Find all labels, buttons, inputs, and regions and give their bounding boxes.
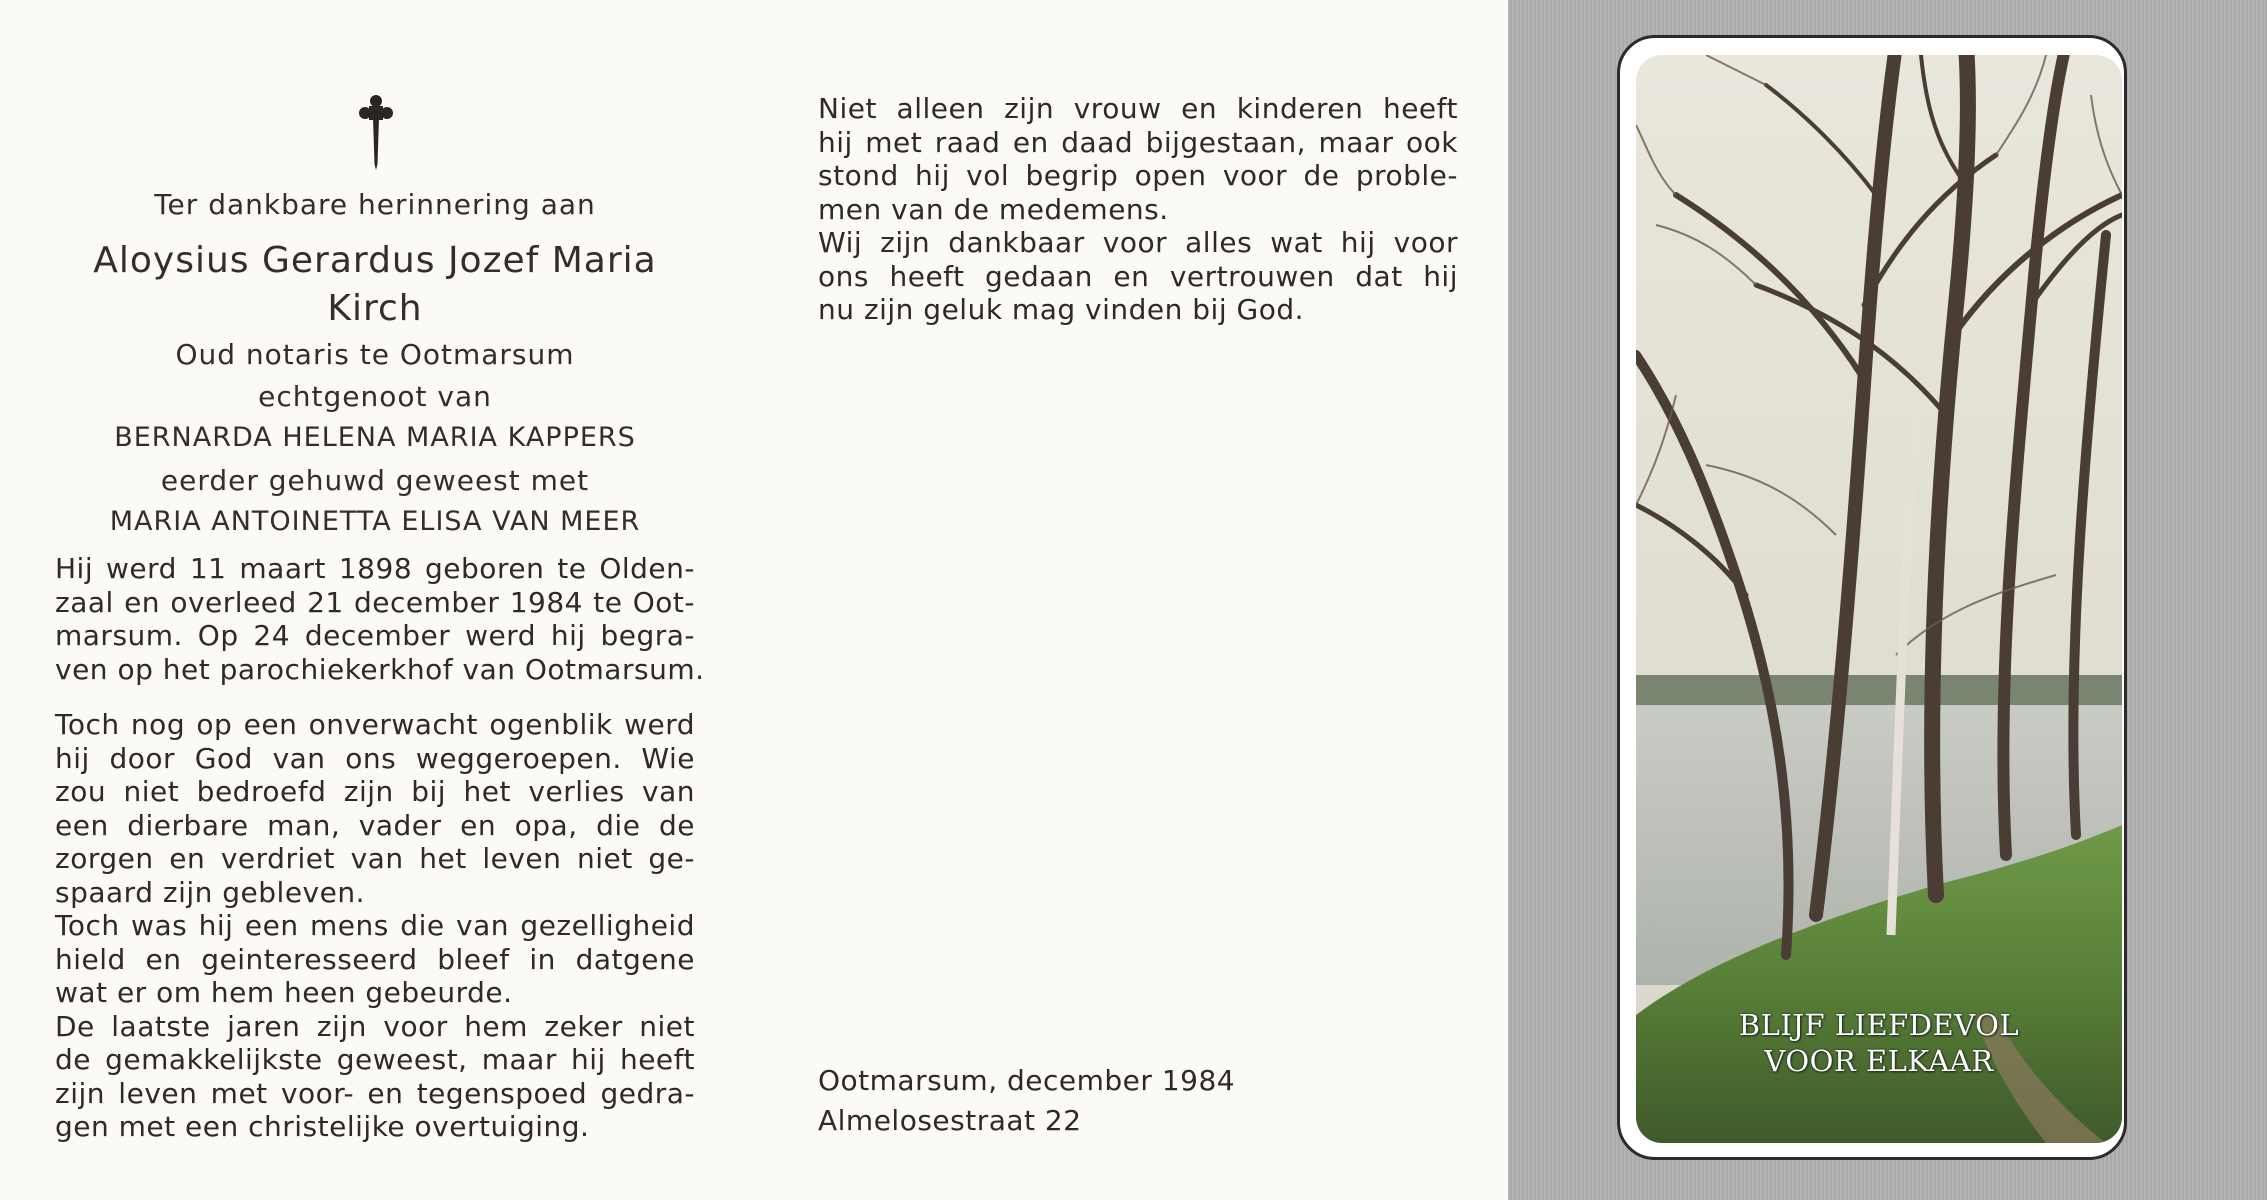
former-spouse-name: MARIA ANTOINETTA ELISA VAN MEER	[109, 506, 641, 537]
text-line: nu zijn geluk mag vinden bij God.	[818, 293, 1305, 326]
caption-line2: VOOR ELKAAR	[1764, 1044, 1994, 1078]
address: Almelosestraat 22	[818, 1104, 1082, 1137]
text-line: hij met raad en daad bijgestaan, maar ook	[818, 125, 1458, 159]
cross-icon	[356, 92, 396, 172]
text-line: zou niet bedroefd zijn bij het verlies van	[55, 775, 695, 808]
text-line: De laatste jaren zijn voor hem zeker niet	[55, 1009, 695, 1043]
caption-line1: BLIJF LIEFDEVOL	[1738, 1008, 2020, 1042]
text-line: Toch nog op een onverwacht ogenblik werd	[55, 708, 695, 741]
text-line: Toch was hij een mens die van gezelligheid	[55, 909, 695, 942]
deceased-name-line1: Aloysius Gerardus Jozef Maria	[93, 240, 657, 281]
text-line: hield en geinteresseerd bleef in datgene	[55, 942, 695, 976]
birth-paragraph	[55, 552, 705, 686]
text-line: Niet alleen zijn vrouw en kinderen heeft	[818, 92, 1458, 125]
spouse-intro: echtgenoot van	[258, 380, 492, 413]
text-line: de gemakkelijkste geweest, maar hij heeft	[55, 1043, 695, 1076]
text-line: zorgen en verdriet van het leven niet ge-	[55, 842, 695, 875]
deceased-name-line2: Kirch	[327, 288, 423, 329]
text-line: een dierbare man, vader en opa, die de	[55, 808, 695, 842]
place-date: Ootmarsum, december 1984	[818, 1064, 1236, 1097]
former-spouse-intro: eerder gehuwd geweest met	[160, 464, 590, 497]
card-heading: Ter dankbare herinnering aan	[154, 188, 596, 221]
text-line: Wij zijn dankbaar voor alles wat hij voor	[818, 226, 1458, 259]
text-line: spaard zijn gebleven.	[55, 875, 365, 909]
middle-paragraph	[818, 92, 1458, 327]
text-line: marsum. Op 24 december werd hij begra-	[55, 619, 695, 652]
text-line: zijn leven met voor- en tegenspoed gedra-	[55, 1076, 695, 1110]
text-line: ven op het parochiekerkhof van Ootmarsum.	[55, 652, 705, 686]
text-line: zaal en overleed 21 december 1984 te Oot-	[55, 585, 695, 619]
profession: Oud notaris te Ootmarsum	[175, 338, 575, 371]
landscape-photo	[1636, 55, 2122, 1143]
text-line: stond hij vol begrip open voor de proble-	[818, 159, 1458, 192]
spouse-name: BERNARDA HELENA MARIA KAPPERS	[114, 422, 636, 453]
text-line: hij door God van ons weggeroepen. Wie	[55, 741, 695, 775]
text-line: wat er om hem heen gebeurde.	[55, 976, 513, 1009]
text-line: ons heeft gedaan en vertrouwen dat hij	[818, 259, 1458, 293]
text-line: Hij werd 11 maart 1898 geboren te Olden-	[55, 552, 695, 585]
memorial-paragraph	[55, 708, 695, 1144]
text-line: men van de medemens.	[818, 192, 1169, 226]
text-line: gen met een christelijke overtuiging.	[55, 1110, 590, 1143]
